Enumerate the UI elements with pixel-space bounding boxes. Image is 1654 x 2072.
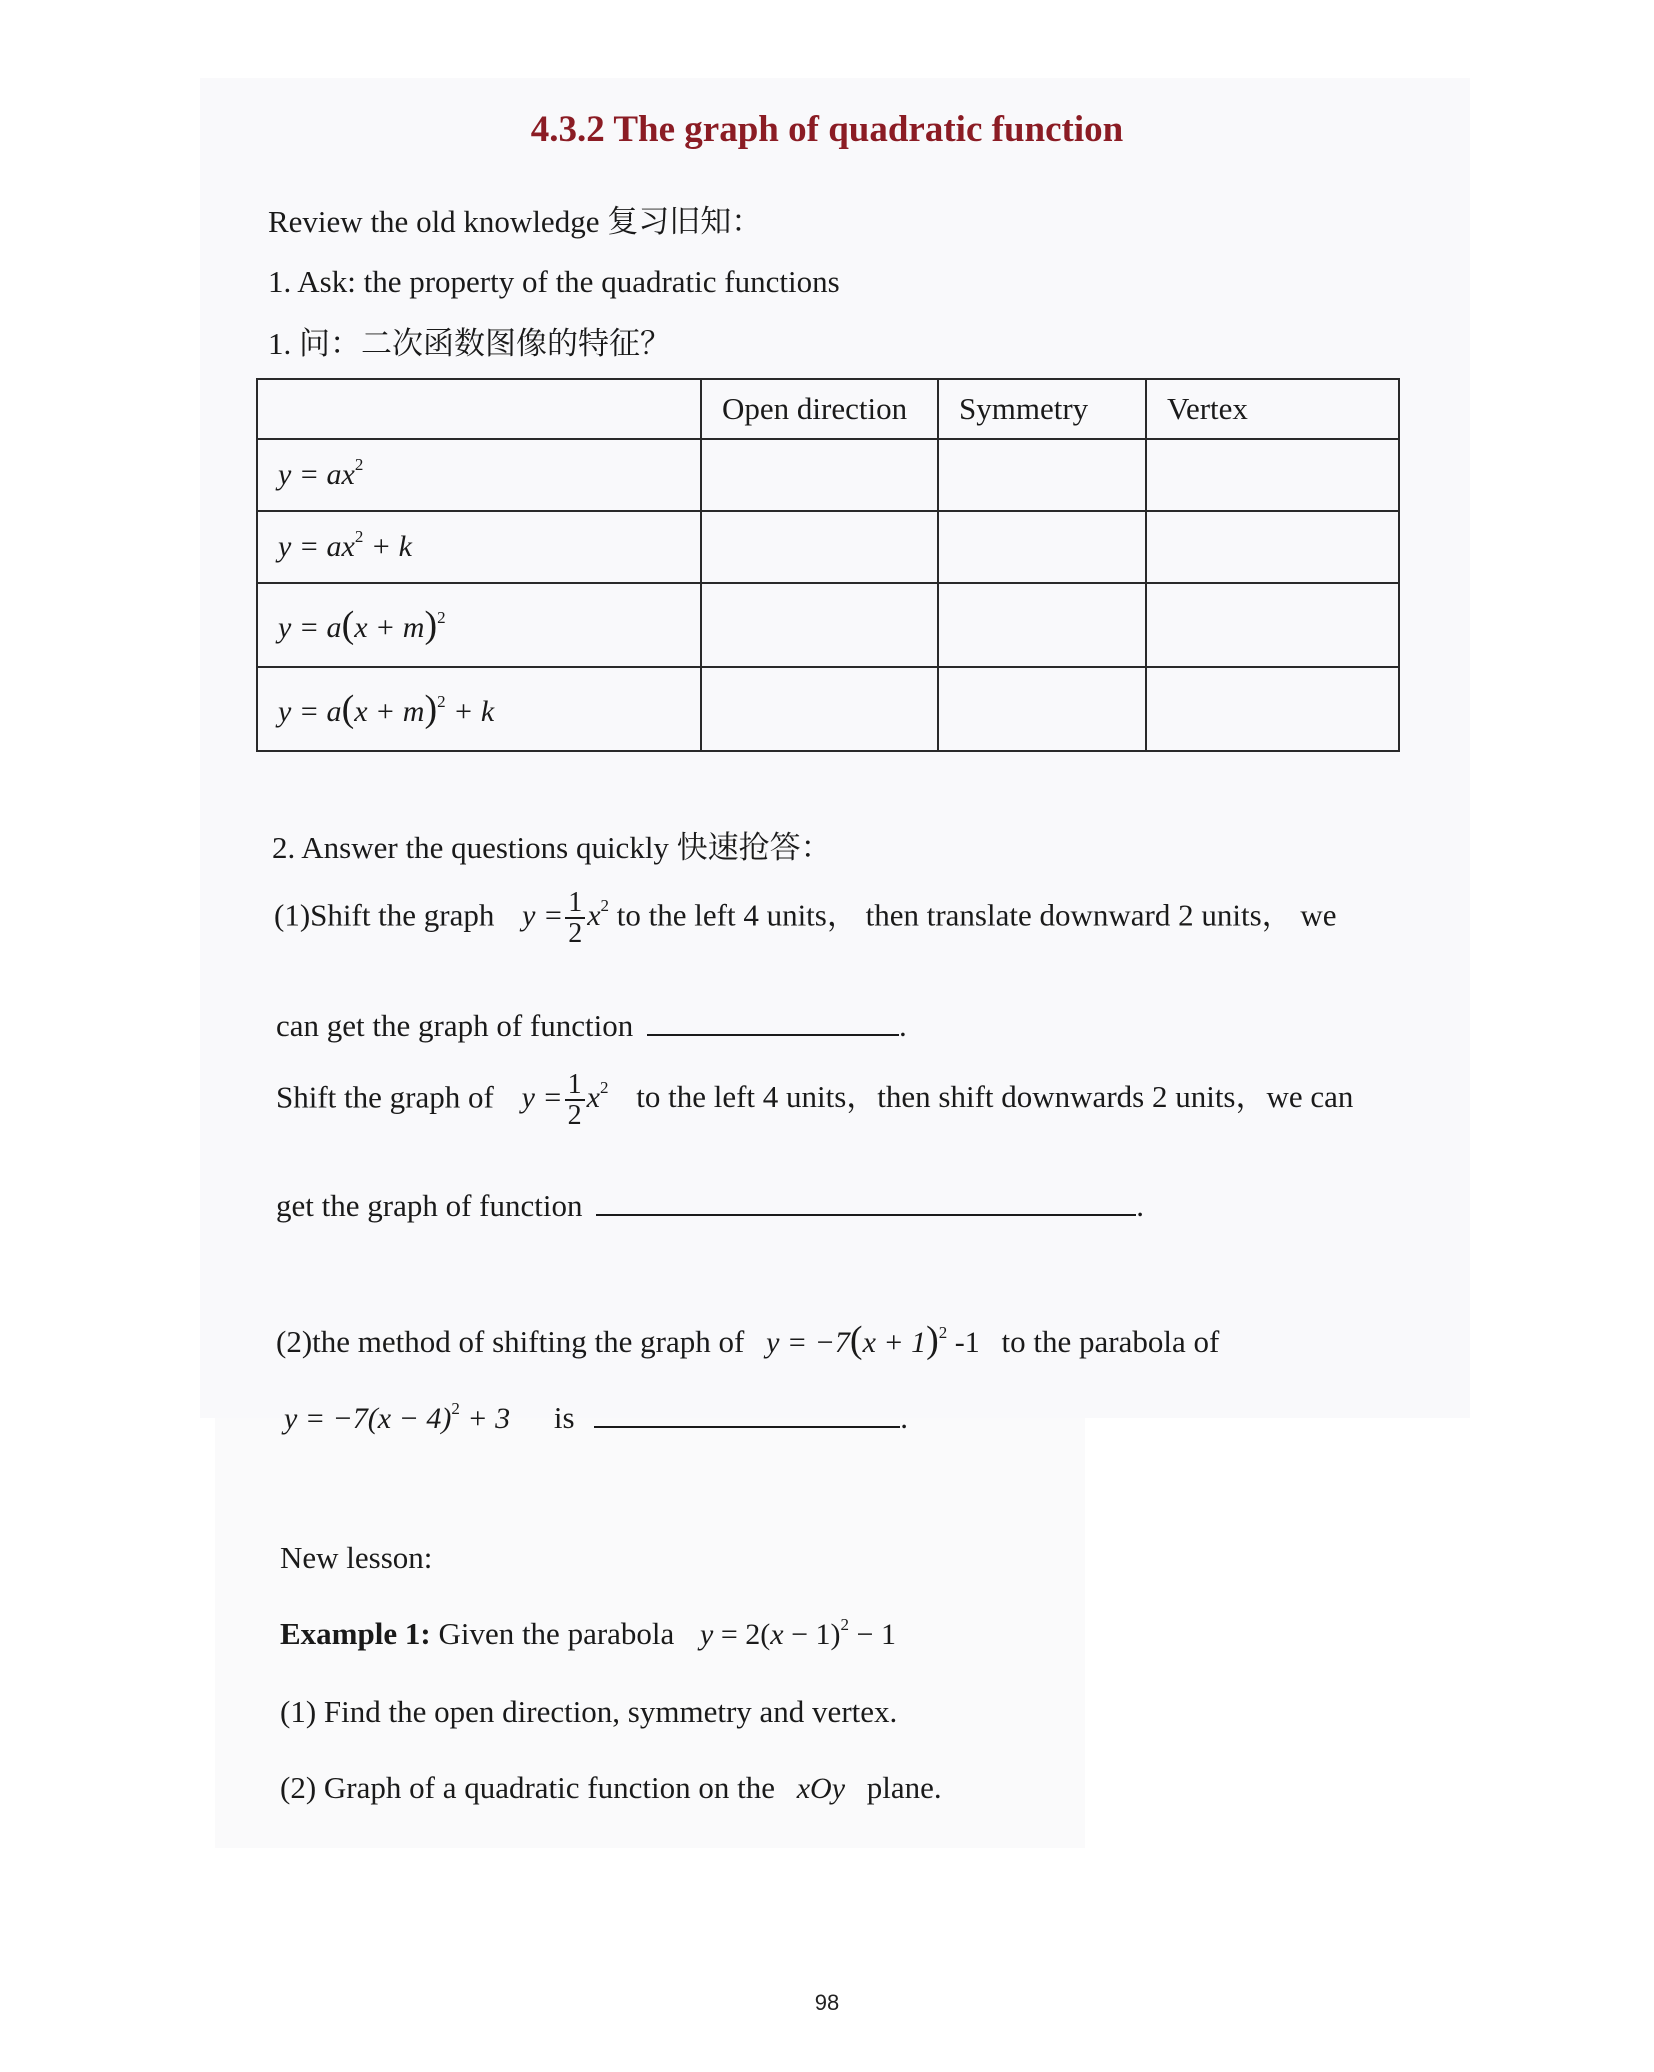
answer-cell[interactable]: [1146, 439, 1399, 511]
q2-1-alt-formula: y = $\frac{1}{2}$ $x^2$: [521, 1069, 609, 1132]
answer-cell[interactable]: [701, 511, 938, 583]
answer-cell[interactable]: [701, 667, 938, 751]
q2-1-alt-prefix: Shift the graph of: [276, 1079, 494, 1115]
q2-1-suffix: to the left 4 units， then translate downward 2 units， we: [616, 897, 1337, 933]
properties-table: [256, 378, 1400, 752]
example-1: [280, 1616, 896, 1652]
answer-cell[interactable]: [1146, 511, 1399, 583]
header-open-direction: Open direction: [701, 379, 938, 439]
q2-1-alt-line2: get the graph of function .: [276, 1184, 1144, 1224]
formula-ax2-plus-k: $y = ax^2 + k$: [257, 511, 701, 583]
table-row: [257, 583, 1399, 667]
question-2-heading: 2. Answer the questions quickly 快速抢答：: [272, 830, 832, 865]
q2-1-formula: y = $\frac{1}{2}$ $x^2$: [522, 887, 610, 950]
question-2-1-alt: [276, 1070, 1353, 1131]
example-formula: $y = 2(x - 1)^2 - 1$: [700, 1615, 896, 1651]
answer-cell[interactable]: [938, 583, 1146, 667]
answer-blank[interactable]: [596, 1184, 1136, 1216]
answer-cell[interactable]: [701, 583, 938, 667]
example-part-2: (2) Graph of a quadratic function on the xOy plane.: [280, 1770, 942, 1805]
answer-cell[interactable]: [1146, 667, 1399, 751]
question-2-1: [274, 888, 1337, 949]
header-symmetry: Symmetry: [938, 379, 1146, 439]
q2-2-suffix: to the parabola of: [1001, 1324, 1220, 1359]
q2-1-line2: can get the graph of function .: [276, 1004, 907, 1044]
q2-2-is-label: is: [553, 1400, 575, 1435]
answer-cell[interactable]: [938, 511, 1146, 583]
formula-ax2: $y = ax^2$: [257, 439, 701, 511]
q2-2-prefix: (2)the method of shifting the graph of: [276, 1324, 745, 1359]
q2-1-prefix: (1)Shift the graph: [274, 897, 495, 933]
formula-vertex-form: $y = a(x + m)^2 + k$: [257, 667, 701, 751]
xoy-plane-label: xOy: [796, 1772, 846, 1805]
question-1-chinese: 1. 问：二次函数图像的特征？: [268, 326, 671, 361]
answer-blank[interactable]: [647, 1004, 899, 1036]
header-vertex: Vertex: [1146, 379, 1399, 439]
table-header-blank: [257, 379, 701, 439]
table-row: [257, 667, 1399, 751]
answer-blank[interactable]: [594, 1396, 900, 1428]
new-lesson-heading: New lesson:: [280, 1540, 433, 1575]
answer-cell[interactable]: [938, 439, 1146, 511]
formula-a-x-plus-m-squared: $y = a(x + m)^2$: [257, 583, 701, 667]
example-text: Given the parabola: [438, 1616, 675, 1651]
q2-2-source-formula: $y = -7(x + 1)^2$ -1: [766, 1319, 980, 1361]
table-row: [257, 439, 1399, 511]
example-label: Example 1:: [280, 1616, 431, 1651]
page-title: 4.3.2 The graph of quadratic function: [530, 109, 1124, 150]
table-header-row: [257, 379, 1399, 439]
answer-cell[interactable]: [938, 667, 1146, 751]
fraction-one-half: $\frac{1}{2}$: [565, 1070, 585, 1131]
q2-2-target-formula: $y = -7(x - 4)^2 + 3$: [284, 1399, 511, 1435]
example-part-1: (1) Find the open direction, symmetry and vertex.: [280, 1694, 898, 1729]
question-1-english: 1. Ask: the property of the quadratic functions: [268, 264, 840, 299]
table-row: [257, 511, 1399, 583]
review-heading: Review the old knowledge 复习旧知：: [268, 204, 763, 239]
q2-2-line2: $y = -7(x - 4)^2 + 3$ is .: [284, 1396, 908, 1436]
page-number: 98: [814, 1990, 840, 2015]
fraction-one-half: $\frac{1}{2}$: [565, 888, 585, 949]
question-2-2: [276, 1318, 1219, 1362]
q2-1-alt-suffix: to the left 4 units，then shift downwards 2 units，we can: [636, 1079, 1354, 1115]
answer-cell[interactable]: [1146, 583, 1399, 667]
answer-cell[interactable]: [701, 439, 938, 511]
